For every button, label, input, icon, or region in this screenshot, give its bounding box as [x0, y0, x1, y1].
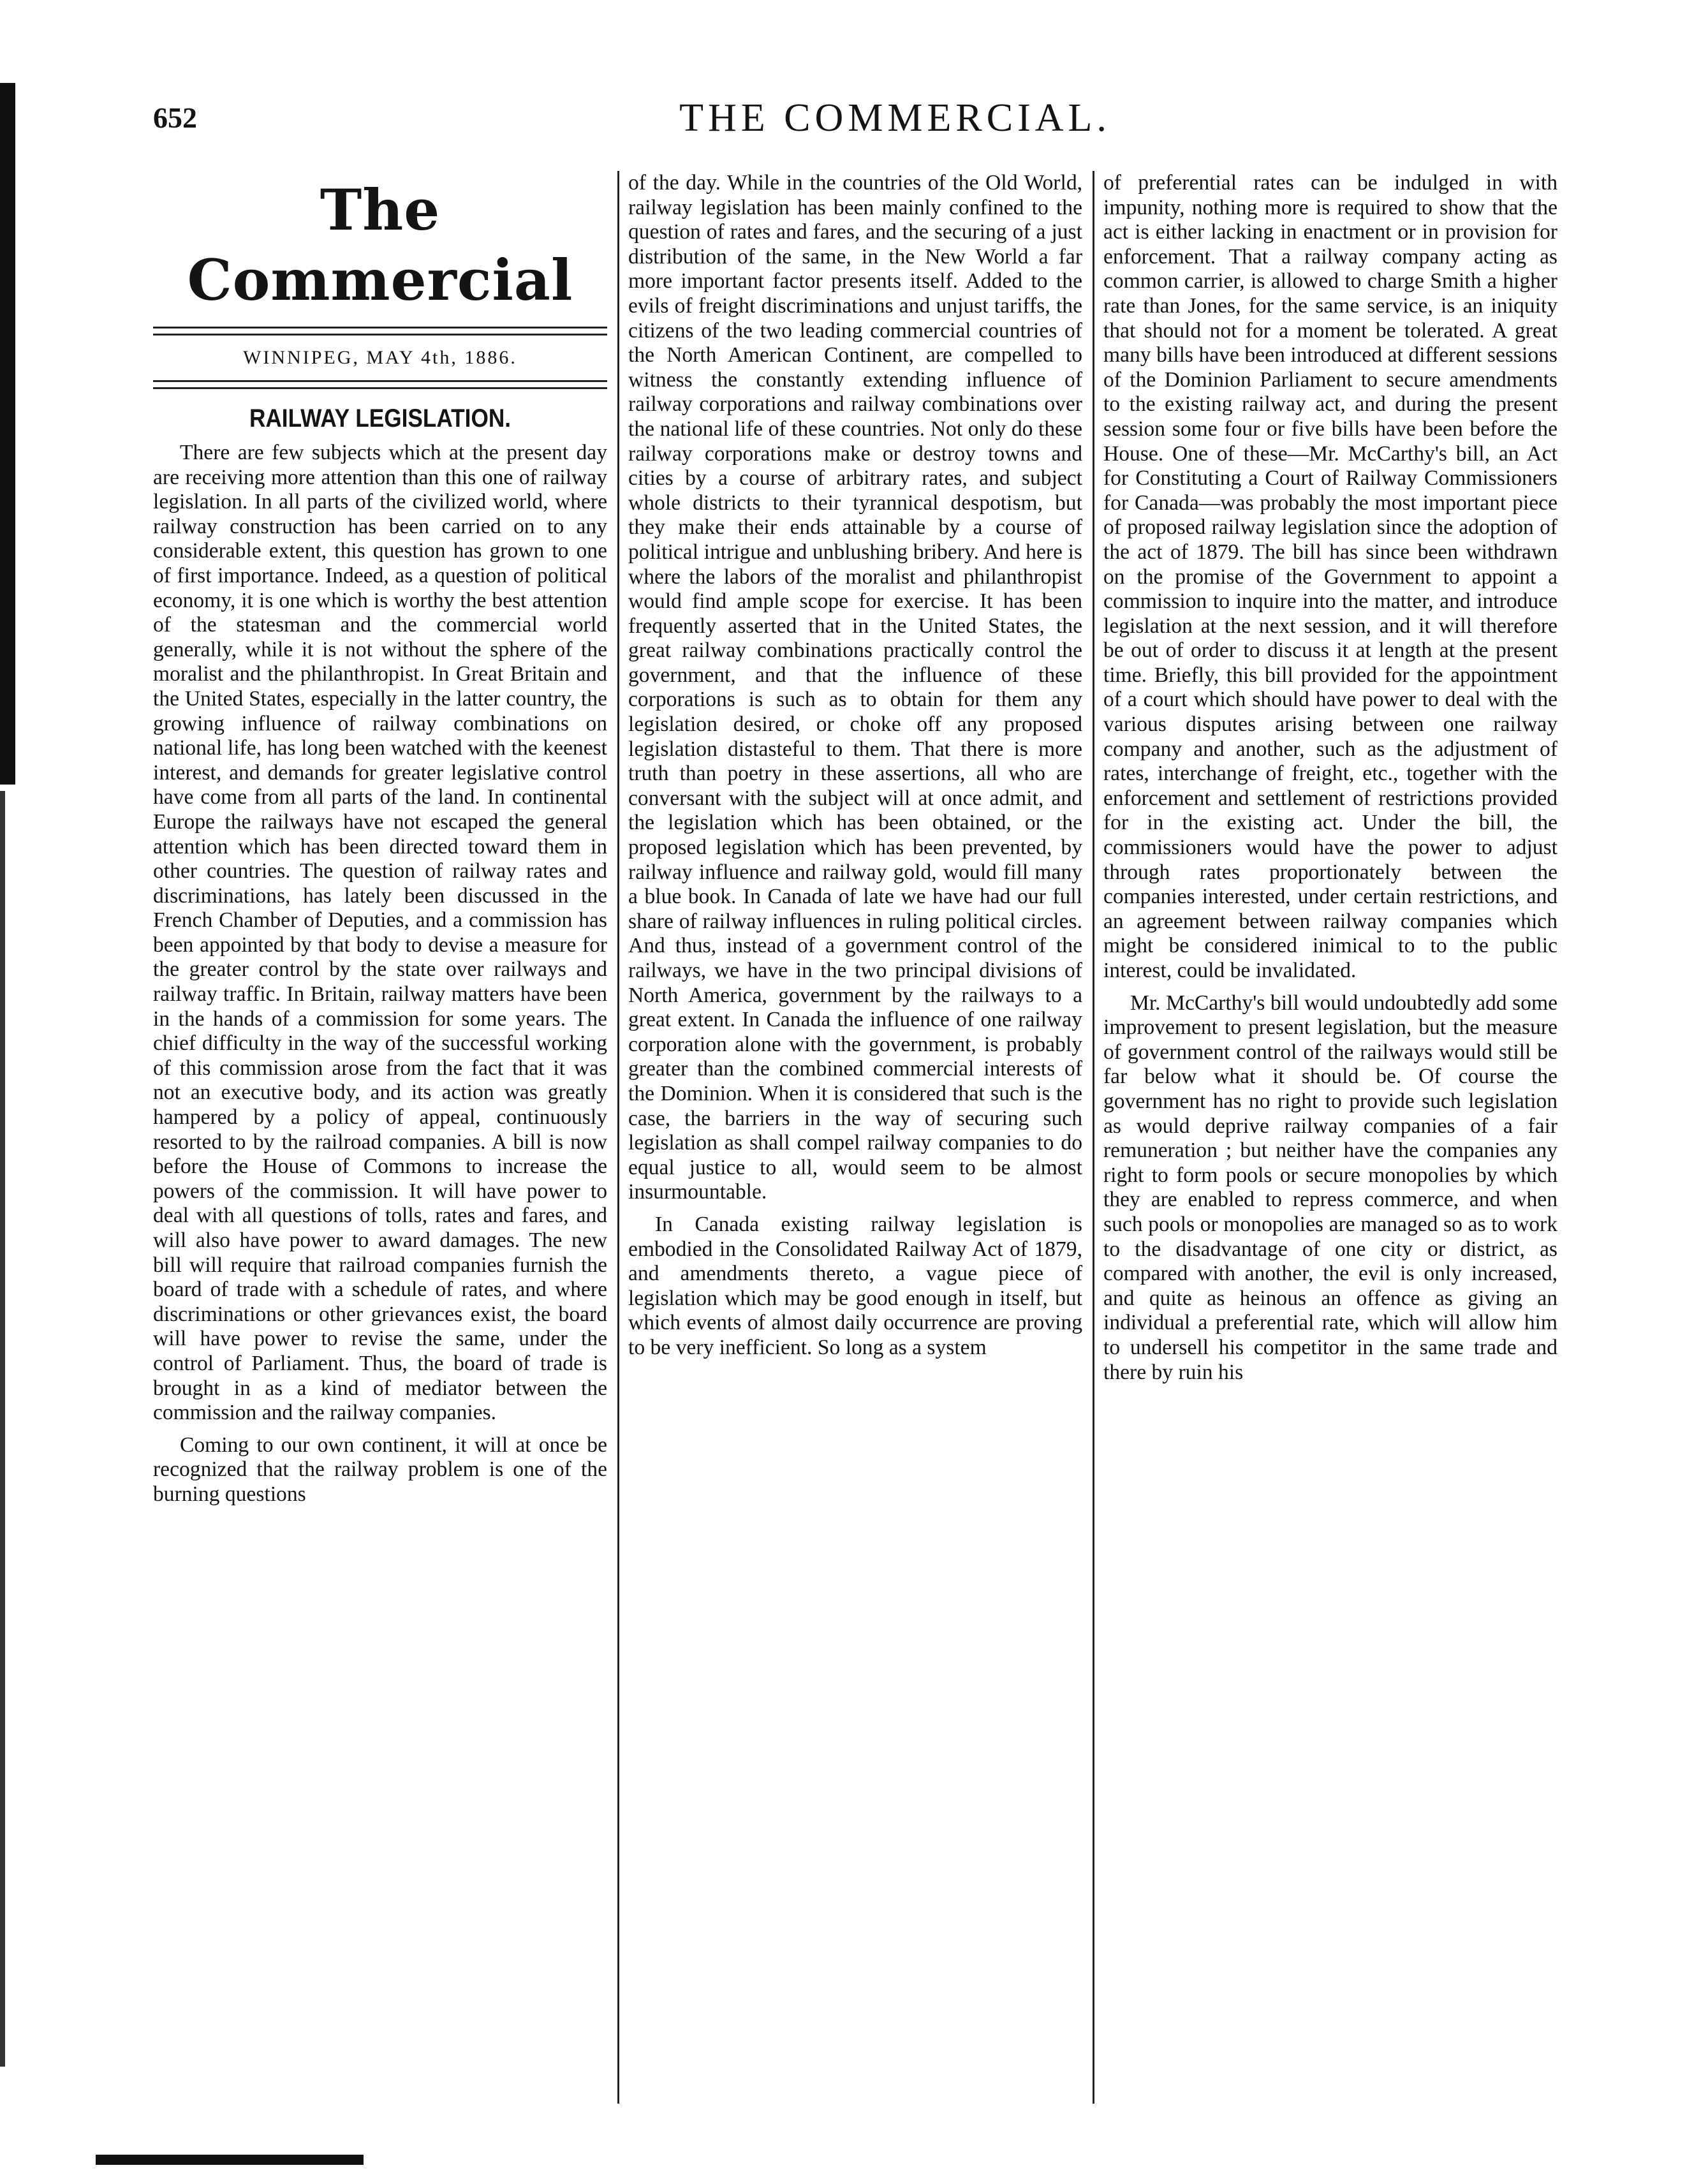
article-paragraph: of the day. While in the countries of the Old World, railway legislation has been mainly confined to the question of rates and fares, and the securing of a just distribution of the same, in the New World a far more important factor presents itself. Added to the evils of freight discriminations and unjust tariffs, the citizens of the two leading commercial countries of the North American Continent, are compelled to witness the constantly extending influence of railway corporations and railway combinations over the national life of these countries. Not only do these railway corporations make or destroy towns and cities by a course of arbitrary rates, and subject whole districts to their tyrannical despotism, but they make their ends attainable by a course of political intrigue and unblushing bribery. And here is where the labors of the moralist and philanthropist would find ample scope for exercise. It has been frequently asserted that in the United States, the great railway combinations practically control the government, and that the influence of these corporations is such as to obtain for them any legislation desired, or choke off any proposed legislation distasteful to them. That there is more truth than poetry in these assertions, all who are conversant with the subject will at once admit, and the legislation which has been obtained, or the proposed legislation which has been prevented, by railway influence and railway gold, would fill many a blue book. In Canada of late we have had our full share of railway influences in ruling political circles. And thus, instead of a government control of the railways, we have in the two principal divisions of North America, government by the railways to a great extent. In Canada the influence of one railway corporation alone with the government, is probably greater than the combined commercial interests of the Dominion. When it is considered that such is the case, the barriers in the way of securing such legislation as shall compel railway companies to do equal justice to all, would seem to be almost insurmountable. — [628, 171, 1082, 1204]
column-2 — [628, 171, 1082, 1361]
column-rule — [1093, 171, 1094, 2104]
article-headline: RAILWAY LEGISLATION. — [249, 404, 512, 432]
masthead-title: The Commercial — [187, 177, 573, 313]
column-rule — [617, 171, 619, 2104]
article-paragraph: There are few subjects which at the present day are receiving more attention than this one of railway legislation. In all parts of the civilized world, where railway construction has been carried on to any considerable extent, this question has grown to one of first importance. Indeed, as a question of political economy, it is one which is worthy the best attention of the statesman and the commercial world generally, while it is not without the sphere of the moralist and the philanthropist. In Great Britain and the United States, especially in the latter country, the growing influence of railway combinations on national life, has long been watched with the keenest interest, and demands for greater legislative control have come from all parts of the land. In continental Europe the railways have not escaped the general attention which has been directed toward them in other countries. The question of railway rates and discriminations, has lately been discussed in the French Chamber of Deputies, and a commission has been appointed by that body to devise a measure for the greater control by the state over railways and railway traffic. In Britain, railway matters have been in the hands of a commission for some years. The chief difficulty in the way of the successful working of this commission arose from the fact that it was not an executive body, and its action was greatly hampered by a policy of appeal, continuously resorted to by the railroad companies. A bill is now before the House of Commons to increase the powers of the commission. It will have power to deal with all questions of tolls, rates and fares, and will also have power to award damages. The new bill will require that railroad companies furnish the board of trade with a schedule of rates, and where discriminations or other grievances exist, the board will have power to revise the same, under the control of Parliament. Thus, the board of trade is brought in as a kind of mediator between the commission and the railway companies. — [153, 441, 607, 1425]
running-title: THE COMMERCIAL. — [679, 96, 1111, 140]
scan-edge-bar — [96, 2155, 364, 2165]
dateline: WINNIPEG, MAY 4th, 1886. — [243, 347, 517, 368]
article-paragraph: In Canada existing railway legislation is embodied in the Consolidated Railway Act of 1879, and amendments thereto, a vague piece of legislation which may be good enough in itself, but which events of almost daily occurrence are proving to be very inefficient. So long as a system — [628, 1212, 1082, 1359]
column-3 — [1103, 171, 1557, 1385]
column-1 — [153, 171, 607, 1507]
dateline-rule — [153, 380, 607, 389]
scan-edge-bar — [0, 791, 5, 2067]
article-paragraph: of preferential rates can be indulged in with impunity, nothing more is required to show that the act is either lacking in enactment or in provision for enforcement. That a railway company acting as common carrier, is allowed to charge Smith a higher rate than Jones, for the same service, is an iniquity that should not for a moment be tolerated. A great many bills have been introduced at different sessions of the Dominion Parliament to secure amendments to the existing railway act, and during the present session some four or five bills have been before the House. One of these—Mr. McCarthy's bill, an Act for Constituting a Court of Railway Commissioners for Canada—was probably the most important piece of proposed railway legislation since the adoption of the act of 1879. The bill has since been withdrawn on the promise of the Government to appoint a commission to inquire into the matter, and introduce legislation at the next session, and it will therefore be out of order to discuss it at length at the present time. Briefly, this bill provided for the appointment of a court which should have power to deal with the various disputes arising between one railway company and another, such as the adjustment of rates, interchange of freight, etc., together with the enforcement and settlement of restrictions provided for in the existing act. Under the bill, the commissioners would have the power to adjust through rates proportionately between the companies interested, under certain restrictions, and an agreement between railway companies which might be considered inimical to to the public interest, could be invalidated. — [1103, 171, 1557, 982]
article-paragraph: Mr. McCarthy's bill would undoubtedly add some improvement to present legislation, but the measure of government control of the railways would still be far below what it should be. Of course the government has no right to provide such legislation as would deprive railway companies of a fair remuneration ; but neither have the companies any right to form pools or secure monopolies by which they are enabled to repress commerce, and when such pools or monopolies are managed so as to work to the disadvantage of one city or district, as compared with another, the evil is only increased, and quite as heinous an offence as giving an individual a preferential rate, which will allow him to undersell his competitor in the same trade and there by ruin his — [1103, 991, 1557, 1384]
page-number: 652 — [153, 101, 197, 134]
scan-edge-bar — [0, 83, 15, 785]
masthead-rule — [153, 327, 607, 336]
article-paragraph: Coming to our own continent, it will at once be recognized that the railway problem is one of the burning questions — [153, 1433, 607, 1506]
